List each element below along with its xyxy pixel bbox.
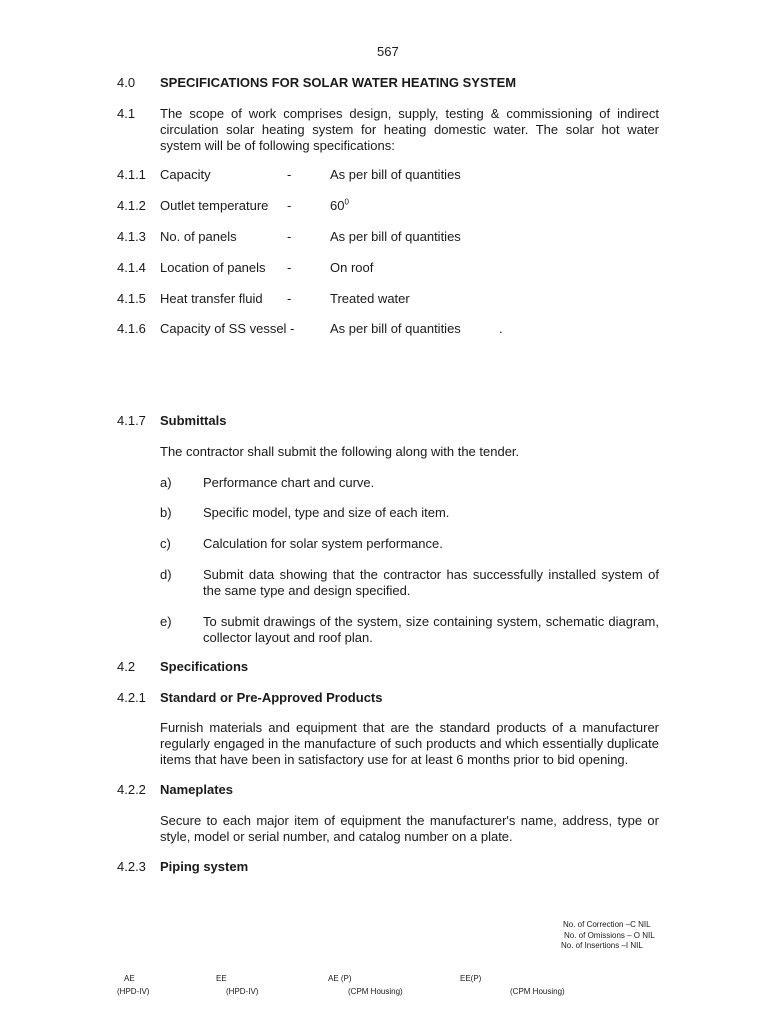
spec-label: Heat transfer fluid: [160, 291, 263, 306]
spec-dash: -: [287, 167, 292, 182]
scope-text: The scope of work comprises design, supply, testing & commissioning of indirect circulation solar heating system for heating domestic water. The solar hot water system will be of following specifications:: [160, 106, 659, 153]
signature-unit: (CPM Housing): [510, 987, 565, 996]
list-letter: c): [160, 536, 171, 551]
signature-role: EE: [216, 974, 227, 983]
list-text: Submit data showing that the contractor has successfully installed system of the same type and design specified.: [203, 567, 659, 598]
spec-label: No. of panels: [160, 229, 237, 244]
nameplates-heading: Nameplates: [160, 782, 233, 797]
degree-superscript: 0: [344, 197, 349, 207]
list-letter: b): [160, 505, 172, 520]
omissions-note: No. of Omissions – O NIL: [564, 931, 655, 940]
spec-number: 4.1.5: [117, 291, 146, 306]
list-text: To submit drawings of the system, size containing system, schematic diagram, collector layout and roof plan.: [203, 614, 659, 645]
spec-number: 4.1.2: [117, 198, 146, 213]
list-letter: e): [160, 614, 172, 629]
section-number: 4.0: [117, 75, 136, 90]
spec-number: 4.1.4: [117, 260, 146, 275]
signature-unit: (HPD-IV): [117, 987, 150, 996]
spec-dash: -: [287, 229, 292, 244]
piping-title: Piping system: [160, 859, 249, 874]
spec-dash: -: [287, 291, 292, 306]
signature-role: AE (P): [328, 974, 352, 983]
signature-role: EE(P): [460, 974, 482, 983]
spec-value: On roof: [330, 260, 374, 275]
section-title: SPECIFICATIONS FOR SOLAR WATER HEATING SYSTEM: [160, 75, 517, 90]
spec-label: Capacity of SS vessel -: [160, 321, 295, 336]
spec-value: Treated water: [330, 291, 410, 306]
signature-unit: (CPM Housing): [348, 987, 403, 996]
submittals-heading: Submittals: [160, 413, 227, 428]
spec-value: As per bill of quantities: [330, 167, 461, 182]
signature-unit: (HPD-IV): [226, 987, 259, 996]
standard-products-heading: Standard or Pre-Approved Products: [160, 690, 383, 705]
spec-dash: -: [287, 198, 292, 213]
list-text: Performance chart and curve.: [203, 475, 375, 490]
list-text: Specific model, type and size of each item.: [203, 505, 450, 520]
piping-number: 4.2.3: [117, 859, 146, 874]
spec-value: As per bill of quantities: [330, 229, 461, 244]
spec-value-text: 60: [330, 198, 345, 213]
spec-label: Outlet temperature: [160, 198, 269, 213]
spec-dash: -: [287, 260, 292, 275]
submittals-number: 4.1.7: [117, 413, 146, 428]
list-text: Calculation for solar system performance.: [203, 536, 443, 551]
standard-products-text: Furnish materials and equipment that are the standard products of a manufacturer regularly engaged in the manufacture of such products and which essentially duplicate items that have been in satisfactory use for at least 6 months prior to bid opening.: [160, 720, 659, 767]
nameplates-text: Secure to each major item of equipment the manufacturer's name, address, type or style, model or serial number, and catalog number on a plate.: [160, 813, 659, 844]
list-letter: d): [160, 567, 172, 582]
spec-value: As per bill of quantities: [330, 321, 461, 336]
standard-products-number: 4.2.1: [117, 690, 146, 705]
submittals-intro: The contractor shall submit the following along with the tender.: [160, 444, 520, 459]
insertions-note: No. of Insertions –I NIL: [561, 941, 643, 950]
corrections-note: No. of Correction –C NIL: [563, 920, 651, 929]
list-letter: a): [160, 475, 172, 490]
spec-number: 4.1.3: [117, 229, 146, 244]
trailing-dot: .: [499, 321, 503, 336]
nameplates-number: 4.2.2: [117, 782, 146, 797]
spec-number: 4.1.1: [117, 167, 146, 182]
spec-number: 4.1.6: [117, 321, 146, 336]
spec-label: Location of panels: [160, 260, 266, 275]
specifications-title: Specifications: [160, 659, 249, 674]
spec-value: [330, 198, 349, 214]
specifications-number: 4.2: [117, 659, 136, 674]
signature-role: AE: [124, 974, 135, 983]
spec-label: Capacity: [160, 167, 211, 182]
scope-number: 4.1: [117, 106, 136, 121]
page-number: 567: [377, 44, 399, 59]
